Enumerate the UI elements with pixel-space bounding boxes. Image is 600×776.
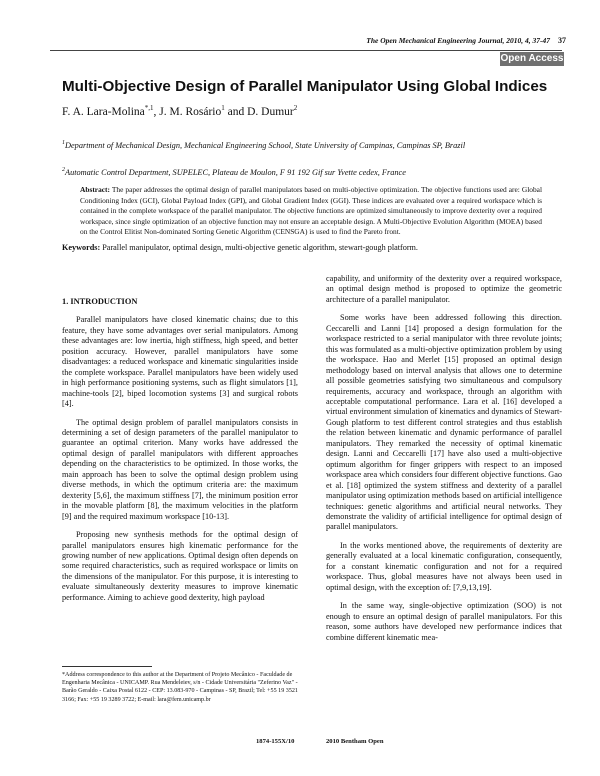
author-marks: 2 — [293, 104, 298, 112]
paragraph-continuation: capability, and uniformity of the dexterity over a required workspace, an optimal design method is proposed to optimize the geometric architecture of a parallel manipulator. — [326, 274, 562, 304]
keywords — [62, 243, 552, 252]
journal-header: The Open Mechanical Engineering Journal, 2010, 4, 37-47 — [366, 36, 550, 45]
abstract-label: Abstract: — [80, 185, 110, 194]
affiliation — [62, 165, 562, 178]
paragraph: In the works mentioned above, the requirements of dexterity are generally evaluated at a local kinematic configuration, consequently, for a constant kinematic configuration and not for a required workspace. Thus, global measures have not always been used in optimal design, with the exception of: [7,9,13,19]. — [326, 540, 562, 592]
paragraph: Proposing new synthesis methods for the optimal design of parallel manipulators ensures high kinematic performance for the growing number of new applications. Optimal design often depends on some required characteristics, such as required workspace or limits on the dimensions of the manipulator. For this purpose, it is interesting to evaluate simultaneously dexterity measures to improve kinematic performance. Aiming to achieve good dexterity, high payload — [62, 530, 298, 602]
page-number: 37 — [558, 36, 566, 45]
issn: 1874-155X/10 — [256, 738, 295, 745]
footnote-rule — [62, 666, 152, 667]
paragraph: In the same way, single-objective optimization (SOO) is not enough to ensure an optimal design of parallel manipulators. For this reason, some authors have developed new performance indices that combine different kinematic mea- — [326, 601, 562, 642]
open-access-badge: Open Access — [500, 53, 564, 64]
paragraph: The optimal design problem of parallel manipulators consists in determining a set of design parameters of the parallel manipulator to guarantee an optimal criterion. Many works have addressed the optimal design of parallel manipulators with different approaches depending on the characteristics to be optimized. In those works, the main approach has been to solve the optimal design problem using diverse methods, in which the optimum criteria are: the maximum dexterity [5,6], the maximum stiffness [7], the minimum position error in the movable platform [8], the maximum velocities in the platform [9] and the required maximum workspace [10-13]. — [62, 417, 298, 521]
author-marks: *,1 — [144, 104, 154, 112]
paper-title: Multi-Objective Design of Parallel Manipulator Using Global Indices — [62, 78, 548, 95]
publisher: 2010 Bentham Open — [326, 738, 384, 745]
keywords-label: Keywords: — [62, 243, 101, 252]
section-heading: 1. INTRODUCTION — [62, 297, 138, 306]
author-separator: and — [224, 105, 248, 118]
author-marks: 1 — [221, 104, 225, 112]
author-name: J. M. Rosário — [159, 105, 222, 118]
correspondence-footnote: *Address correspondence to this author at the Department of Projeto Mecânico - Faculdade de Engenharia Mecânica - UNICAMP. Rua Mendeleiev, s/n - Cidade Universitária "Zeferino Vaz" - Barão Geraldo - Caixa Postal 6122 - CEP: 13.083-970 - Campinas - SP, Brazil; Tel: +55 19 3521 3166; Fax: +55 19 3289 3722; E-mail: lara@fem.unicamp.br — [62, 672, 298, 703]
affiliation-mark: 2 — [62, 167, 65, 173]
affiliation-text: Department of Mechanical Design, Mechanical Engineering School, State University of Campinas, Campinas SP, Brazil — [65, 140, 466, 150]
affiliation — [62, 138, 562, 151]
right-column — [326, 274, 562, 643]
author-separator: , — [153, 105, 160, 118]
header-rule — [50, 50, 562, 51]
keywords-text: Parallel manipulator, optimal design, multi-objective genetic algorithm, stewart-gough platform. — [102, 243, 418, 252]
author-list — [62, 104, 297, 118]
author-name: F. A. Lara-Molina — [62, 105, 145, 118]
author-name: D. Dumur — [247, 105, 294, 118]
affiliation-text: Automatic Control Department, SUPELEC, Plateau de Moulon, F 91 192 Gif sur Yvette cedex, France — [65, 167, 406, 177]
left-column — [62, 297, 298, 603]
paragraph: Some works have been addressed following this direction. Ceccarelli and Lanni [14] proposed a design formulation for the workspace restricted to a serial manipulator with three revolute joints; this was formulated as a multi-objective optimization problem by using the workspace. Hao and Merlet [15] proposed an optimal design methodology based on interval analysis that allows one to determine all possible geometries satisfying two simultaneous and compulsory requirements, accuracy and workspace, through an algorithm with acceptable computational performance. Lara et al. [16] developed a virtual environment simulation of kinematics and dynamics of Stewart-Gough platform to test different control strategies and thus establish the relation between kinematic and dynamic performance of parallel manipulators. They remarked the necessity of optimal kinematic design. Lanni and Ceccarelli [17] have also used a multi-objective optimum algorithm for finger grippers with respect to an imposed workspace area which considers four different objective functions. Gao et al. [18] optimized the system stiffness and dexterity of a parallel manipulator using optimization methods based on artificial intelligence techniques: genetic algorithms and artificial neural networks. They demonstrate the validity of artificial intelligence for optimal design of parallel manipulators. — [326, 313, 562, 532]
abstract — [80, 185, 542, 238]
affiliation-mark: 1 — [62, 140, 65, 146]
paragraph: Parallel manipulators have closed kinematic chains; due to this feature, they have some advantages over serial manipulators. Among these advantages are: low inertia, high stiffness, high speed, and better position accuracy. However, parallel manipulators have some disadvantages: a reduced workspace and kinematic singularities inside the complete workspace. Parallel manipulators have been widely used in high performance positioning systems, such as flight simulators [1], machine-tools [2], biped locomotion systems [3] and surgical robots [4]. — [62, 315, 298, 409]
abstract-text: The paper addresses the optimal design of parallel manipulators based on multi-objective optimization. The objective functions used are: Global Conditioning Index (GCI), Global Payload Index (GPI), and Global Gradient Index (GGI). These indices are evaluated over a required workspace which is contained in the complete workspace of the parallel manipulator. The objective functions are optimized simultaneously to improve dexterity over a required workspace, since single optimization of an objective function may not ensure an acceptable design. A Multi-Objective Evolution Algorithm (MOEA) based on the Control Elitist Non-dominated Sorting Genetic Algorithm (CENSGA) is used to find the Pareto front. — [80, 185, 542, 236]
